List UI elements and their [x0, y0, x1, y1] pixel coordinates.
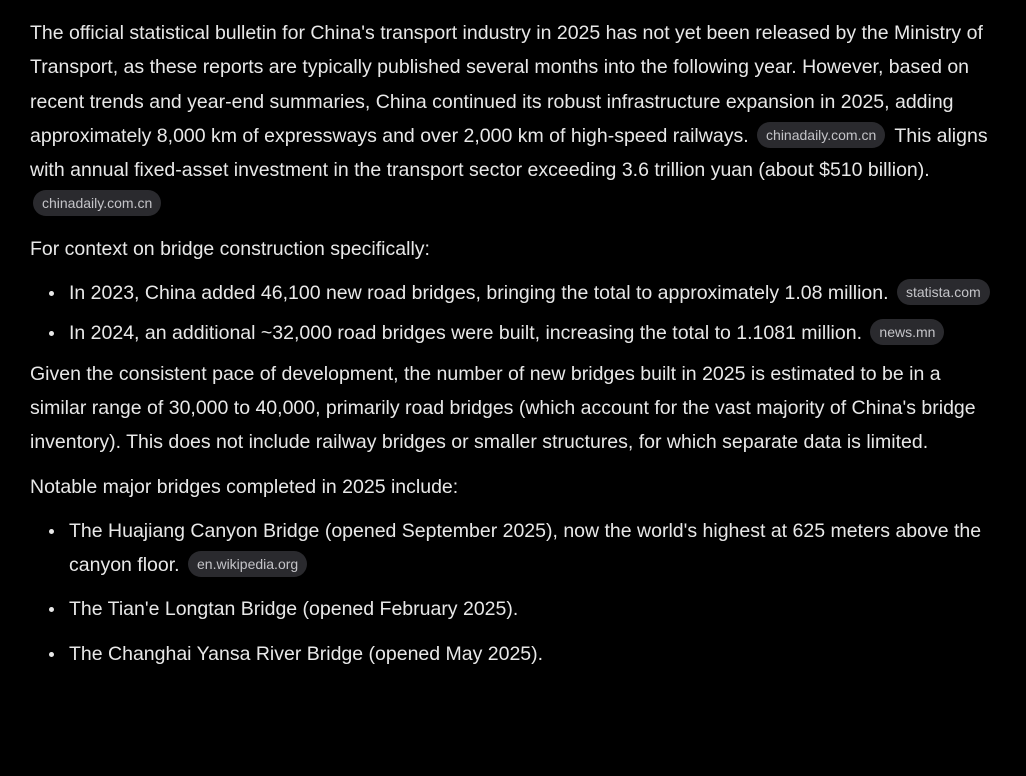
list-item-text: The Tian'e Longtan Bridge (opened February 2025). [69, 598, 519, 621]
source-chip[interactable]: en.wikipedia.org [188, 551, 307, 577]
source-chip[interactable]: chinadaily.com.cn [757, 122, 885, 148]
notable-intro-paragraph: Notable major bridges completed in 2025 include: [30, 475, 459, 498]
list-item-text: In 2023, China added 46,100 new road bridges, bringing the total to approximately 1.08 million. [69, 282, 889, 305]
list-item-text: In 2024, an additional ~32,000 road bridges were built, increasing the total to 1.1081 million. [69, 322, 862, 345]
list-item [69, 276, 996, 310]
list-item [69, 514, 996, 583]
list-item [69, 637, 996, 671]
estimate-paragraph: Given the consistent pace of development, the number of new bridges built in 2025 is estimated to be in a similar range of 30,000 to 40,000, primarily road bridges (which account for the vast majority of China's bridge inventory). This does not include railway bridges or smaller structures, for which separate data is limited. [30, 362, 976, 454]
assistant-response [30, 16, 996, 681]
bridge-stats-list [30, 276, 996, 351]
list-item-text: The Huajiang Canyon Bridge (opened September 2025), now the world's highest at 625 meters above the canyon floor. [69, 519, 982, 577]
intro-text-part1: The official statistical bulletin for China's transport industry in 2025 has not yet been released by the Ministry of Transport, as these reports are typically published several months into the following year. However, based on recent trends and year-end summaries, China continued its robust infrastructure expansion in 2025, adding approximately 8,000 km of expressways and over 2,000 km of high-speed railways. [30, 22, 983, 147]
list-item [69, 316, 996, 350]
source-chip[interactable]: chinadaily.com.cn [33, 190, 161, 216]
source-chip[interactable]: statista.com [897, 279, 990, 305]
notable-bridges-list [30, 514, 996, 671]
source-chip[interactable]: news.mn [870, 319, 944, 345]
intro-text-part2: This aligns with annual fixed-asset investment in the transport sector exceeding 3.6 trillion yuan (about $510 billion). [30, 124, 988, 182]
bridge-context-paragraph: For context on bridge construction specifically: [30, 237, 430, 260]
list-item-text: The Changhai Yansa River Bridge (opened May 2025). [69, 642, 544, 665]
intro-paragraph [30, 16, 996, 222]
list-item [69, 592, 996, 626]
